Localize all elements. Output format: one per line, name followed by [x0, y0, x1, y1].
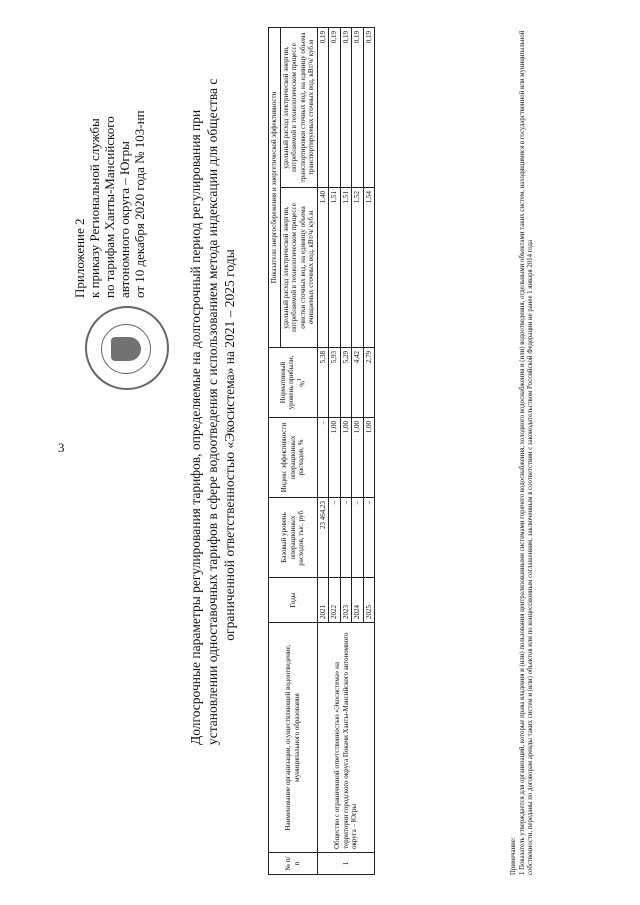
title-line: ограниченной ответственностью «Экосистема» на 2021 – 2025 годы	[222, 249, 237, 641]
year-cell: 2021	[317, 578, 329, 623]
footnote	[510, 27, 536, 875]
appendix-line: Приложение 2	[72, 218, 87, 298]
header-energy-transport: удельный расход электрической энергии, потребляемой в технологическом процессе транспортировки сточных вод, на единицу объема транспортируемых сточных вод, кВт/ч/ куб.м	[280, 28, 317, 188]
index-cell: –	[317, 418, 329, 498]
appendix-line: к приказу Региональной службы	[87, 118, 102, 298]
official-seal	[85, 306, 169, 390]
base-cell: –	[352, 498, 364, 578]
energy2-cell: 0,19	[363, 28, 375, 188]
index-cell: 1,00	[340, 418, 352, 498]
table-row	[317, 28, 329, 875]
norm-cell: 2,79	[363, 348, 375, 418]
norm-cell: 5,38	[317, 348, 329, 418]
year-cell: 2024	[352, 578, 364, 623]
title-line: установлении одноставочных тарифов в сфере водоотведения с использованием метода индексации для общества с	[205, 78, 220, 745]
energy2-cell: 0,19	[352, 28, 364, 188]
footnote-text: 1 Показатель утверждается для организаций, которые права владения и (или) пользования централизованными системами горячего водоснабжения, холодного водоснабжения и (или) водоотведения, отдельными объектами таких систем, находящимися в государственной или муниципальной собственности, переданы по договорам аренды таких систем и (или) объектов или по концессионным соглашениям, заключенным в соответствии с законодательством Российской Федерации не ранее 1 января 2014 года	[518, 30, 534, 875]
header-energy-treatment: удельный расход электрической энергии, потребляемой в технологическом процессе очистки сточных вод, на единицу объема очищаемых сточных вод, кВт/ч/ куб.м	[280, 188, 317, 348]
energy1-cell: 1,52	[352, 188, 364, 348]
year-cell: 2022	[329, 578, 341, 623]
header-normative-profit	[269, 348, 318, 418]
header-num: № п/п	[269, 853, 318, 875]
appendix-line: от 10 декабря 2020 года № 103-нп	[132, 110, 147, 298]
seal-emblem-icon	[111, 337, 141, 361]
energy1-cell: 1,51	[329, 188, 341, 348]
base-cell: –	[329, 498, 341, 578]
base-cell: 23 464,23	[317, 498, 329, 578]
norm-cell: 5,93	[329, 348, 341, 418]
energy1-cell: 1,40	[317, 188, 329, 348]
appendix-header	[72, 48, 147, 298]
footnote-marker: 1	[296, 378, 303, 382]
index-cell: 1,00	[352, 418, 364, 498]
title-line: Долгосрочные параметры регулирования тарифов, определяемые на долгосрочный период регулирования при	[188, 109, 203, 745]
year-cell: 2023	[340, 578, 352, 623]
header-years: Годы	[269, 578, 318, 623]
header-org: Наименование организации, осуществляющей водоотведение, муниципального образования	[269, 623, 318, 853]
index-cell: 1,00	[329, 418, 341, 498]
organization-name: Общество с ограниченной ответственностью «Экосистема» на территории городского округа Покачи Ханты-Мансийского автономного округа – Югры	[317, 623, 375, 853]
energy1-cell: 1,51	[340, 188, 352, 348]
appendix-line: по тарифам Ханты-Мансийского	[102, 116, 117, 298]
base-cell: –	[340, 498, 352, 578]
page-number: 3	[58, 440, 65, 455]
document-title	[187, 78, 238, 745]
footnote-title: Примечание:	[510, 837, 517, 875]
energy2-cell: 0,19	[317, 28, 329, 188]
appendix-line: автономного округа – Югры	[117, 141, 132, 298]
header-energy-group: Показатели энергосбережения и энергетической эффективности	[269, 28, 281, 348]
energy2-cell: 0,19	[329, 28, 341, 188]
parameters-table	[268, 27, 375, 875]
row-number: 1	[317, 853, 375, 875]
header-base-level: Базовый уровень операционных расходов, тыс. руб.	[269, 498, 318, 578]
header-normative-profit-label: Нормативный уровень прибыли, %	[278, 355, 307, 410]
norm-cell: 5,29	[340, 348, 352, 418]
norm-cell: 4,42	[352, 348, 364, 418]
base-cell: –	[363, 498, 375, 578]
header-efficiency-index: Индекс эффективности операционных расходов, %	[269, 418, 318, 498]
energy1-cell: 1,54	[363, 188, 375, 348]
year-cell: 2025	[363, 578, 375, 623]
energy2-cell: 0,19	[340, 28, 352, 188]
index-cell: 1,00	[363, 418, 375, 498]
